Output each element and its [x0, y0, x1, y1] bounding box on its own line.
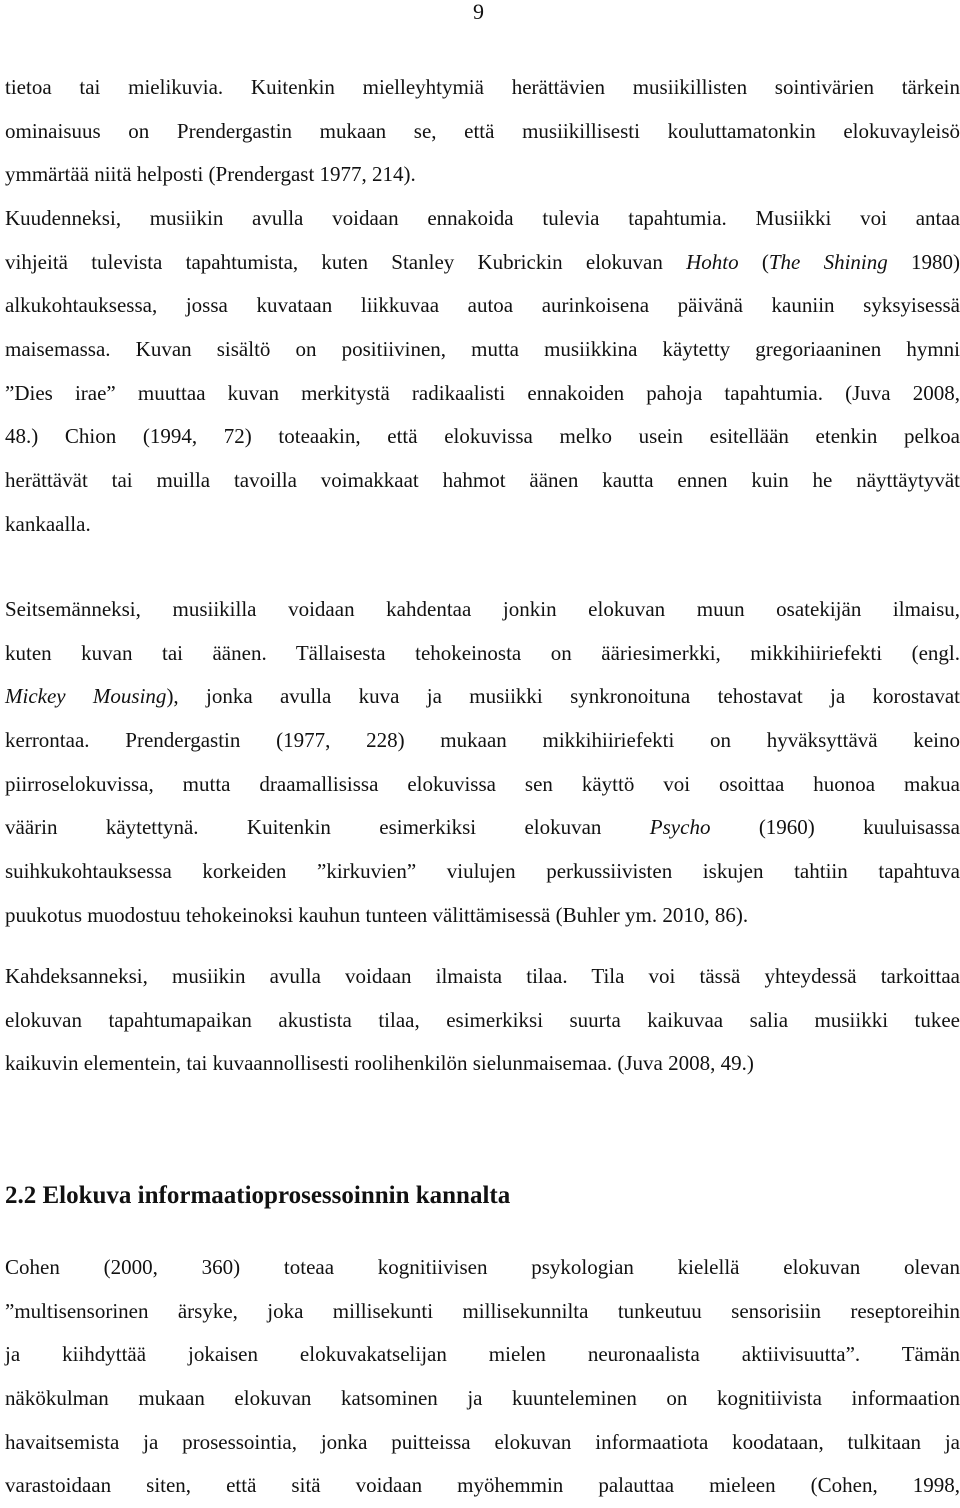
text-line	[5, 459, 960, 503]
text-run: havaitsemista ja prosessointia, jonka puitteissa elokuvan informaatiota koodataan, tulkitaan ja	[5, 1429, 960, 1454]
text-run: Kahdeksanneksi, musiikin avulla voidaan ilmaista tilaa. Tila voi tässä yhteydessä tarkoittaa	[5, 964, 960, 988]
text-run: vihjeitä tulevista tapahtumista, kuten Stanley Kubrickin elokuvan	[5, 249, 687, 274]
text-run: ”Dies irae” muuttaa kuvan merkitystä radikaalisti ennakoiden pahoja tapahtumia. (Juva 2008,	[5, 380, 960, 405]
paragraph	[5, 197, 960, 547]
italic-title: Mickey Mousing	[5, 684, 167, 709]
text-run: herättävät tai muilla tavoilla voimakkaat hahmot äänen kautta ennen kuin he näyttäytyvät	[5, 468, 960, 493]
text-line	[5, 110, 960, 154]
text-run: tietoa tai mielikuvia. Kuitenkin mielleyhtymiä herättävien musiikillisten sointivärien tärkein	[5, 75, 960, 99]
text-line	[5, 632, 960, 676]
text-run: väärin käytettynä. Kuitenkin esimerkiksi elokuvan	[5, 815, 650, 840]
text-line	[5, 763, 960, 807]
text-line	[5, 955, 960, 999]
text-line	[5, 1464, 960, 1508]
text-run: varastoidaan siten, että sitä voidaan myöhemmin palauttaa mieleen (Cohen, 1998,	[5, 1473, 960, 1498]
text-run: ja kiihdyttää jokaisen elokuvakatselijan mielen neuronaalista aktiivisuutta”. Tämän	[5, 1342, 960, 1367]
text-run: puukotus muodostuu tehokeinoksi kauhun tunteen välittämisessä (Buhler ym. 2010, 86).	[5, 902, 749, 927]
text-run: Cohen (2000, 360) toteaa kognitiivisen psykologian kielellä elokuvan olevan	[5, 1255, 960, 1279]
paragraph	[5, 66, 960, 197]
text-line	[5, 675, 960, 719]
text-line	[5, 503, 960, 547]
text-run: kankaalla.	[5, 511, 91, 536]
text-line	[5, 806, 960, 850]
italic-title: Psycho	[649, 815, 711, 840]
text-line	[5, 999, 960, 1043]
text-run: ), jonka avulla kuva ja musiikki synkronoituna tehostavat ja korostavat	[166, 684, 960, 709]
text-line	[5, 894, 960, 938]
text-run: kuten kuvan tai äänen. Tällaisesta tehokeinosta on ääriesimerkki, mikkihiiriefekti (engl.	[5, 640, 960, 665]
italic-title: Hohto	[686, 249, 739, 274]
text-run: 48.) Chion (1994, 72) toteaakin, että elokuvissa melko usein esitellään etenkin pelkoa	[5, 424, 960, 449]
text-line	[5, 153, 960, 197]
text-line	[5, 1377, 960, 1421]
text-run: piirroselokuvissa, mutta draamallisissa elokuvissa sen käyttö voi osoittaa huonoa makua	[5, 771, 960, 796]
text-line	[5, 1421, 960, 1465]
text-line	[5, 1042, 960, 1086]
text-line	[5, 415, 960, 459]
italic-title: The Shining	[768, 249, 888, 274]
text-line	[5, 372, 960, 416]
text-line	[5, 328, 960, 372]
text-run: (	[738, 249, 769, 274]
text-run: (1960) kuuluisassa	[710, 815, 960, 840]
text-line	[5, 719, 960, 763]
text-line	[5, 197, 960, 241]
text-run: kerrontaa. Prendergastin (1977, 228) mukaan mikkihiiriefekti on hyväksyttävä keino	[5, 728, 960, 753]
text-run: maisemassa. Kuvan sisältö on positiivinen, mutta musiikkina käytetty gregoriaaninen hymni	[5, 337, 960, 362]
text-line	[5, 1333, 960, 1377]
text-line	[5, 66, 960, 110]
section-heading: 2.2 Elokuva informaatioprosessoinnin kannalta	[5, 1182, 511, 1209]
paragraph	[5, 588, 960, 938]
text-line	[5, 1246, 960, 1290]
text-line	[5, 1290, 960, 1334]
text-run: Kuudenneksi, musiikin avulla voidaan ennakoida tulevia tapahtumia. Musiikki voi antaa	[5, 206, 960, 230]
paragraph	[5, 1246, 960, 1508]
text-run: kaikuvin elementein, tai kuvaannollisesti roolihenkilön sielunmaisemaa. (Juva 2008, 49.)	[5, 1051, 754, 1076]
text-run: 1980)	[887, 249, 960, 274]
text-run: elokuvan tapahtumapaikan akustista tilaa, esimerkiksi suurta kaikuvaa salia musiikki tukee	[5, 1007, 960, 1032]
text-run: ominaisuus on Prendergastin mukaan se, että musiikillisesti kouluttamatonkin elokuvayleisö	[5, 118, 960, 143]
text-run: näkökulman mukaan elokuvan katsominen ja kuunteleminen on kognitiivista informaation	[5, 1386, 960, 1411]
text-line	[5, 284, 960, 328]
text-line	[5, 241, 960, 285]
page-number: 9	[473, 0, 484, 24]
text-run: Seitsemänneksi, musiikilla voidaan kahdentaa jonkin elokuvan muun osatekijän ilmaisu,	[5, 597, 960, 621]
text-line	[5, 588, 960, 632]
text-run: suihkukohtauksessa korkeiden ”kirkuvien” viulujen perkussiivisten iskujen tahtiin tapahtuva	[5, 859, 960, 884]
text-run: ”multisensorinen ärsyke, joka millisekunti millisekunnilta tunkeutuu sensorisiin reseptoreihin	[5, 1298, 960, 1323]
text-run: ymmärtää niitä helposti (Prendergast 1977, 214).	[5, 162, 416, 187]
paragraph	[5, 955, 960, 1086]
text-line	[5, 850, 960, 894]
text-run: alkukohtauksessa, jossa kuvataan liikkuvaa autoa aurinkoisena päivänä kauniin syksyisessä	[5, 293, 960, 318]
